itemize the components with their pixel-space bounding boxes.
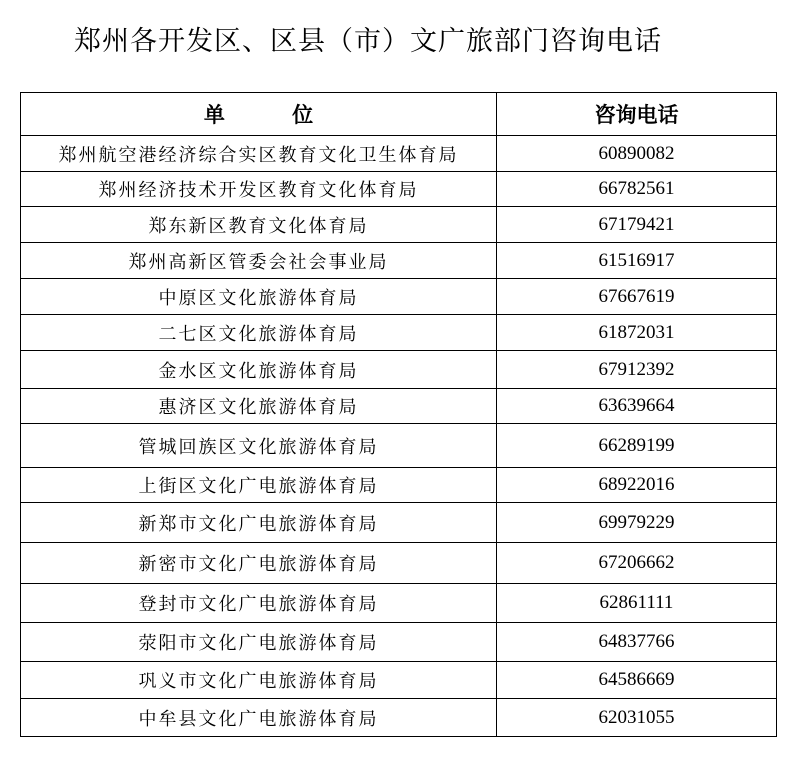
phone-cell: 67179421 [497,207,777,243]
table-row [21,468,777,503]
phone-cell: 64586669 [497,662,777,699]
unit-cell: 郑州航空港经济综合实区教育文化卫生体育局 [21,136,497,172]
phone-cell: 62031055 [497,699,777,737]
phone-cell: 66782561 [497,172,777,207]
column-header-unit: 单 位 [21,93,497,136]
phone-cell: 60890082 [497,136,777,172]
unit-cell: 荥阳市文化广电旅游体育局 [21,623,497,662]
unit-cell: 新密市文化广电旅游体育局 [21,543,497,584]
unit-cell: 郑东新区教育文化体育局 [21,207,497,243]
table-row [21,389,777,424]
table-header-row [21,93,777,136]
phone-cell: 69979229 [497,503,777,543]
table-row [21,207,777,243]
table-row [21,543,777,584]
table-row [21,699,777,737]
unit-cell: 郑州经济技术开发区教育文化体育局 [21,172,497,207]
unit-cell: 上街区文化广电旅游体育局 [21,468,497,503]
table-row [21,503,777,543]
unit-cell: 二七区文化旅游体育局 [21,315,497,351]
unit-cell: 中原区文化旅游体育局 [21,279,497,315]
table-row [21,172,777,207]
table-row [21,351,777,389]
contacts-table [20,92,777,737]
column-header-phone: 咨询电话 [497,93,777,136]
unit-cell: 新郑市文化广电旅游体育局 [21,503,497,543]
unit-cell: 中牟县文化广电旅游体育局 [21,699,497,737]
phone-cell: 61872031 [497,315,777,351]
phone-cell: 63639664 [497,389,777,424]
unit-cell: 巩义市文化广电旅游体育局 [21,662,497,699]
phone-cell: 61516917 [497,243,777,279]
unit-cell: 郑州高新区管委会社会事业局 [21,243,497,279]
phone-cell: 68922016 [497,468,777,503]
phone-cell: 66289199 [497,424,777,468]
phone-cell: 67667619 [497,279,777,315]
table-row [21,136,777,172]
unit-cell: 登封市文化广电旅游体育局 [21,584,497,623]
table-row [21,315,777,351]
table-row [21,243,777,279]
phone-cell: 64837766 [497,623,777,662]
table-row [21,279,777,315]
table-row [21,662,777,699]
document-title: 郑州各开发区、区县（市）文广旅部门咨询电话 [74,26,662,57]
unit-cell: 金水区文化旅游体育局 [21,351,497,389]
unit-cell: 管城回族区文化旅游体育局 [21,424,497,468]
unit-cell: 惠济区文化旅游体育局 [21,389,497,424]
table-row [21,424,777,468]
phone-cell: 67206662 [497,543,777,584]
phone-cell: 67912392 [497,351,777,389]
phone-cell: 62861111 [497,584,777,623]
table-row [21,584,777,623]
table-row [21,623,777,662]
